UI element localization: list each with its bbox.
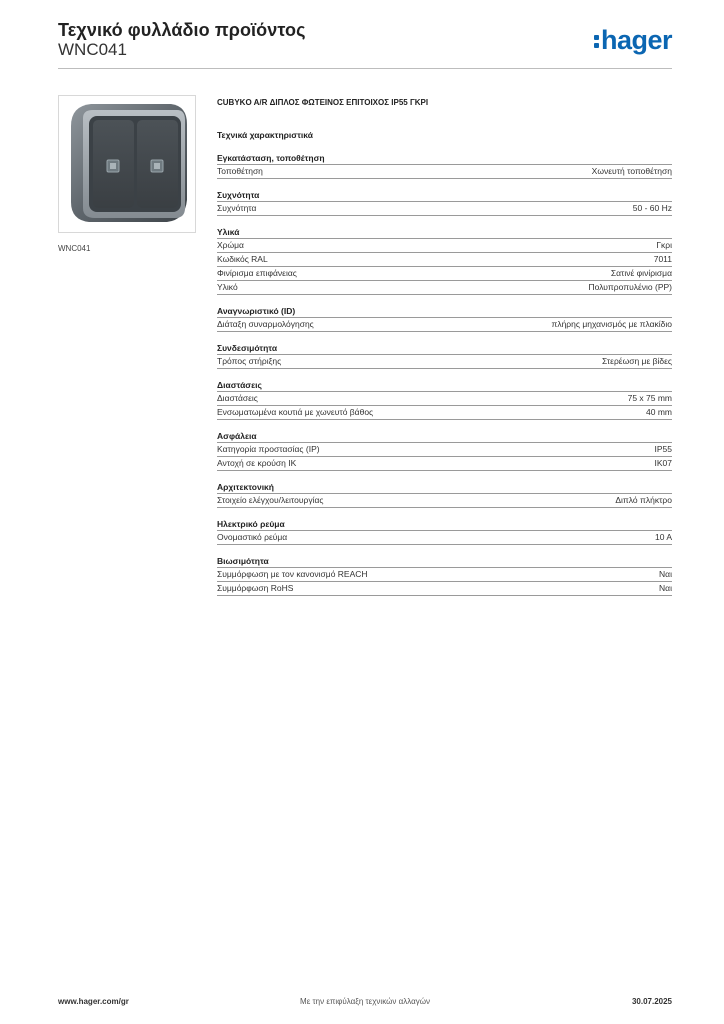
spec-row [217,355,672,369]
spec-group-title: Συνδεσιμότητα [217,342,672,355]
spec-row [217,443,672,457]
spec-value: IP55 [654,444,672,454]
product-name: CUBYKO A/R ΔΙΠΛΟΣ ΦΩΤΕΙΝΟΣ ΕΠΙΤΟΙΧΟΣ IP55 ΓΚΡΙ [217,98,429,107]
spec-value: Σατινέ φινίρισμα [610,268,672,278]
spec-value: Ναι [659,569,672,579]
double-light-switch-product-photo-icon [59,96,195,232]
spec-row [217,267,672,281]
specifications [217,96,672,596]
spec-label: Συμμόρφωση RoHS [217,583,294,593]
page-header [58,20,672,70]
spec-label: Διαστάσεις [217,393,258,403]
header-divider [58,68,672,69]
spec-row [217,318,672,332]
spec-value: IK07 [654,458,672,468]
spec-label: Συμμόρφωση με τον κανονισμό REACH [217,569,368,579]
spec-value: Γκρι [656,240,672,250]
spec-value: 40 mm [646,407,672,417]
footer-website: www.hager.com/gr [58,997,129,1006]
spec-heading: Τεχνικά χαρακτηριστικά [217,130,313,140]
spec-row [217,494,672,508]
footer-note: Με την επιφύλαξη τεχνικών αλλαγών [300,997,430,1006]
spec-label: Συχνότητα [217,203,257,213]
spec-group [217,481,672,508]
spec-row [217,457,672,471]
spec-value: Διπλό πλήκτρο [615,495,672,505]
spec-value: Πολυπροπυλένιο (PP) [588,282,672,292]
spec-label: Ονομαστικό ρεύμα [217,532,288,542]
spec-row [217,202,672,216]
spec-value: Στερέωση με βίδες [601,356,672,366]
spec-group-title: Αρχιτεκτονική [217,481,672,494]
spec-label: Διάταξη συναρμολόγησης [217,319,314,329]
spec-group [217,379,672,420]
spec-label: Στοιχείο ελέγχου/λειτουργίας [217,495,324,505]
spec-row [217,253,672,267]
hager-logo [594,26,672,54]
spec-group [217,430,672,471]
spec-value: 10 A [654,532,672,542]
spec-label: Κατηγορία προστασίας (IP) [217,444,320,454]
spec-value: Χωνευτή τοποθέτηση [591,166,672,176]
spec-group [217,518,672,545]
photo-caption: WNC041 [58,244,91,253]
spec-group-title: Ηλεκτρικό ρεύμα [217,518,672,531]
spec-group-title: Εγκατάσταση, τοποθέτηση [217,152,672,165]
spec-row [217,392,672,406]
spec-group [217,189,672,216]
spec-row [217,568,672,582]
spec-group-title: Υλικά [217,226,672,239]
spec-label: Κωδικός RAL [217,254,268,264]
spec-row [217,239,672,253]
spec-row [217,531,672,545]
product-code: WNC041 [58,40,127,59]
spec-label: Τοποθέτηση [217,166,263,176]
spec-group [217,555,672,596]
spec-label: Χρώμα [217,240,244,250]
document-title: Τεχνικό φυλλάδιο προϊόντος [58,20,306,40]
spec-label: Τρόπος στήριξης [217,356,282,366]
product-photo [58,95,196,233]
spec-value: 75 x 75 mm [627,393,672,403]
spec-group-title: Ασφάλεια [217,430,672,443]
spec-group-title: Αναγνωριστικό (ID) [217,305,672,318]
spec-label: Υλικό [217,282,238,292]
spec-value: 7011 [653,254,672,264]
spec-group [217,305,672,332]
spec-value: 50 - 60 Hz [632,203,672,213]
spec-row [217,582,672,596]
spec-group-title: Συχνότητα [217,189,672,202]
spec-row [217,406,672,420]
footer-date: 30.07.2025 [631,997,672,1006]
logo-dots-icon [594,35,599,48]
spec-group-title: Βιωσιμότητα [217,555,672,568]
spec-label: Φινίρισμα επιφάνειας [217,268,297,278]
spec-group-title: Διαστάσεις [217,379,672,392]
logo-wordmark: hager [600,25,672,55]
spec-groups [217,152,672,596]
spec-group [217,226,672,295]
spec-value: πλήρης μηχανισμός με πλακίδιο [551,319,672,329]
spec-row [217,281,672,295]
page-footer [58,997,672,1011]
spec-group [217,152,672,179]
spec-label: Αντοχή σε κρούση IK [217,458,297,468]
spec-group [217,342,672,369]
spec-label: Ενσωματωμένα κουτιά με χωνευτό βάθος [217,407,374,417]
spec-value: Ναι [659,583,672,593]
spec-row [217,165,672,179]
